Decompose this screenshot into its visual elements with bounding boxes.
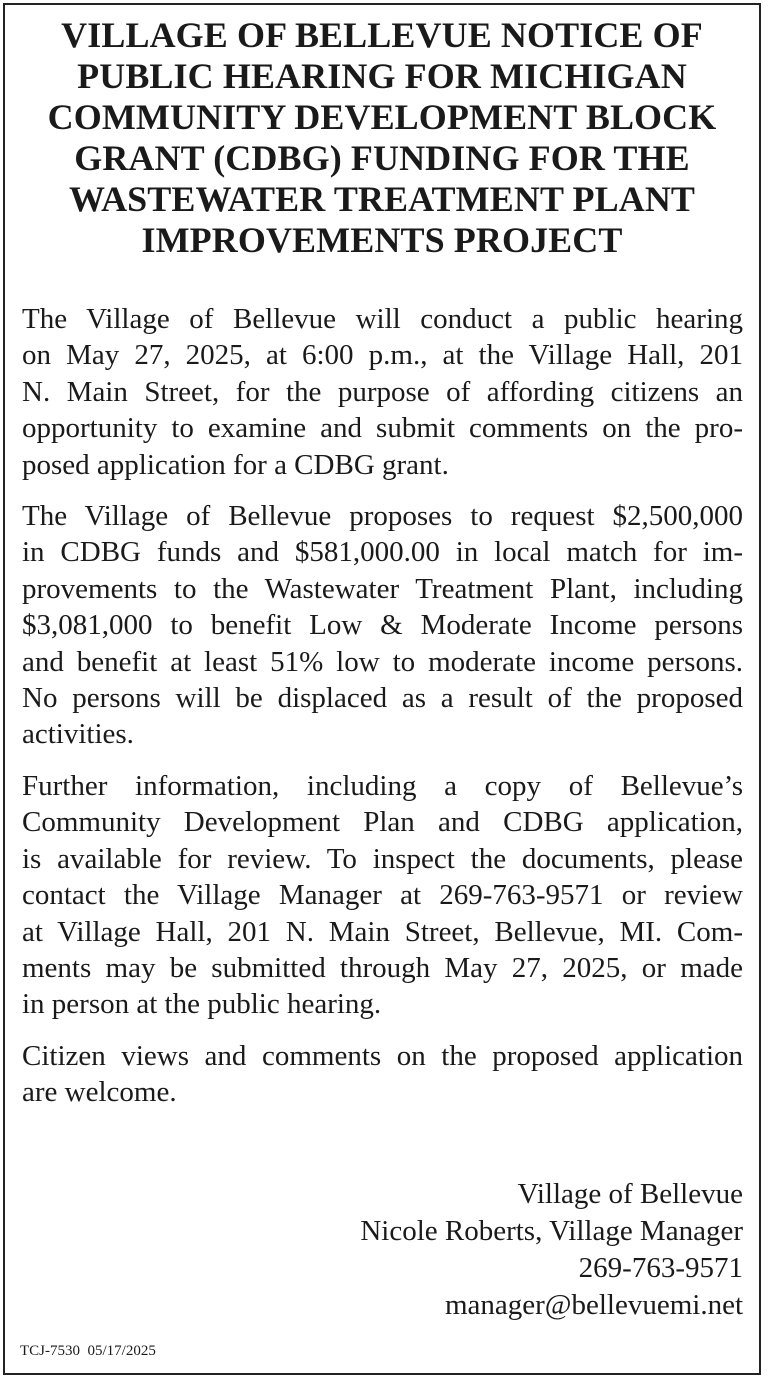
text-line: activities. [22, 718, 134, 751]
text-line: is available for review. To inspect the documents, please [22, 842, 743, 875]
text-line: Further information, including a copy of Bellevue’s [22, 769, 743, 802]
text-line: in person at the public hearing. [22, 988, 382, 1021]
notice-body [22, 301, 743, 1126]
headline-line: IMPROVEMENTS PROJECT [141, 220, 623, 260]
public-notice [3, 3, 761, 1375]
text-line: opportunity to examine and submit comments on the pro- [22, 412, 743, 445]
text-line: at Village Hall, 201 N. Main Street, Bellevue, MI. Com- [22, 915, 743, 948]
headline-line: COMMUNITY DEVELOPMENT BLOCK [47, 97, 717, 137]
text-line: N. Main Street, for the purpose of affording citizens an [22, 375, 743, 408]
text-line: The Village of Bellevue proposes to request $2,500,000 [22, 500, 743, 533]
signature-email: manager@bellevuemi.net [444, 1289, 743, 1321]
text-line: ments may be submitted through May 27, 2025, or made [22, 951, 743, 984]
paragraph-further-info [22, 768, 743, 1023]
text-line: and benefit at least 51% low to moderate income persons. [22, 645, 743, 678]
text-line: No persons will be displaced as a result of the proposed [22, 682, 743, 715]
text-line: on May 27, 2025, at 6:00 p.m., at the Village Hall, 201 [22, 339, 743, 372]
publication-code: TCJ-7530 05/17/2025 [20, 1343, 156, 1359]
signature-block [360, 1176, 743, 1324]
headline-line: GRANT (CDBG) FUNDING FOR THE [74, 138, 690, 178]
text-line: contact the Village Manager at 269-763-9571 or review [22, 879, 743, 912]
headline-line: WASTEWATER TREATMENT PLANT [68, 179, 696, 219]
paragraph-proposal [22, 498, 743, 753]
text-line: posed application for a CDBG grant. [22, 448, 449, 481]
signature-organization: Village of Bellevue [517, 1178, 743, 1210]
text-line: $3,081,000 to benefit Low & Moderate Income persons [22, 609, 743, 642]
signature-phone: 269-763-9571 [578, 1252, 743, 1284]
signature-name-title: Nicole Roberts, Village Manager [360, 1215, 743, 1247]
text-line: Community Development Plan and CDBG application, [22, 806, 743, 839]
text-line: The Village of Bellevue will conduct a public hearing [22, 303, 743, 335]
text-line: are welcome. [22, 1076, 177, 1109]
headline-line: VILLAGE OF BELLEVUE NOTICE OF [61, 15, 703, 55]
notice-headline [19, 15, 745, 261]
text-line: in CDBG funds and $581,000.00 in local match for im- [22, 536, 743, 569]
paragraph-welcome [22, 1038, 743, 1111]
text-line: provements to the Wastewater Treatment Plant, including [22, 572, 743, 605]
headline-line: PUBLIC HEARING FOR MICHIGAN [77, 56, 687, 96]
text-line: Citizen views and comments on the proposed application [22, 1039, 743, 1072]
paragraph-hearing [22, 301, 743, 483]
